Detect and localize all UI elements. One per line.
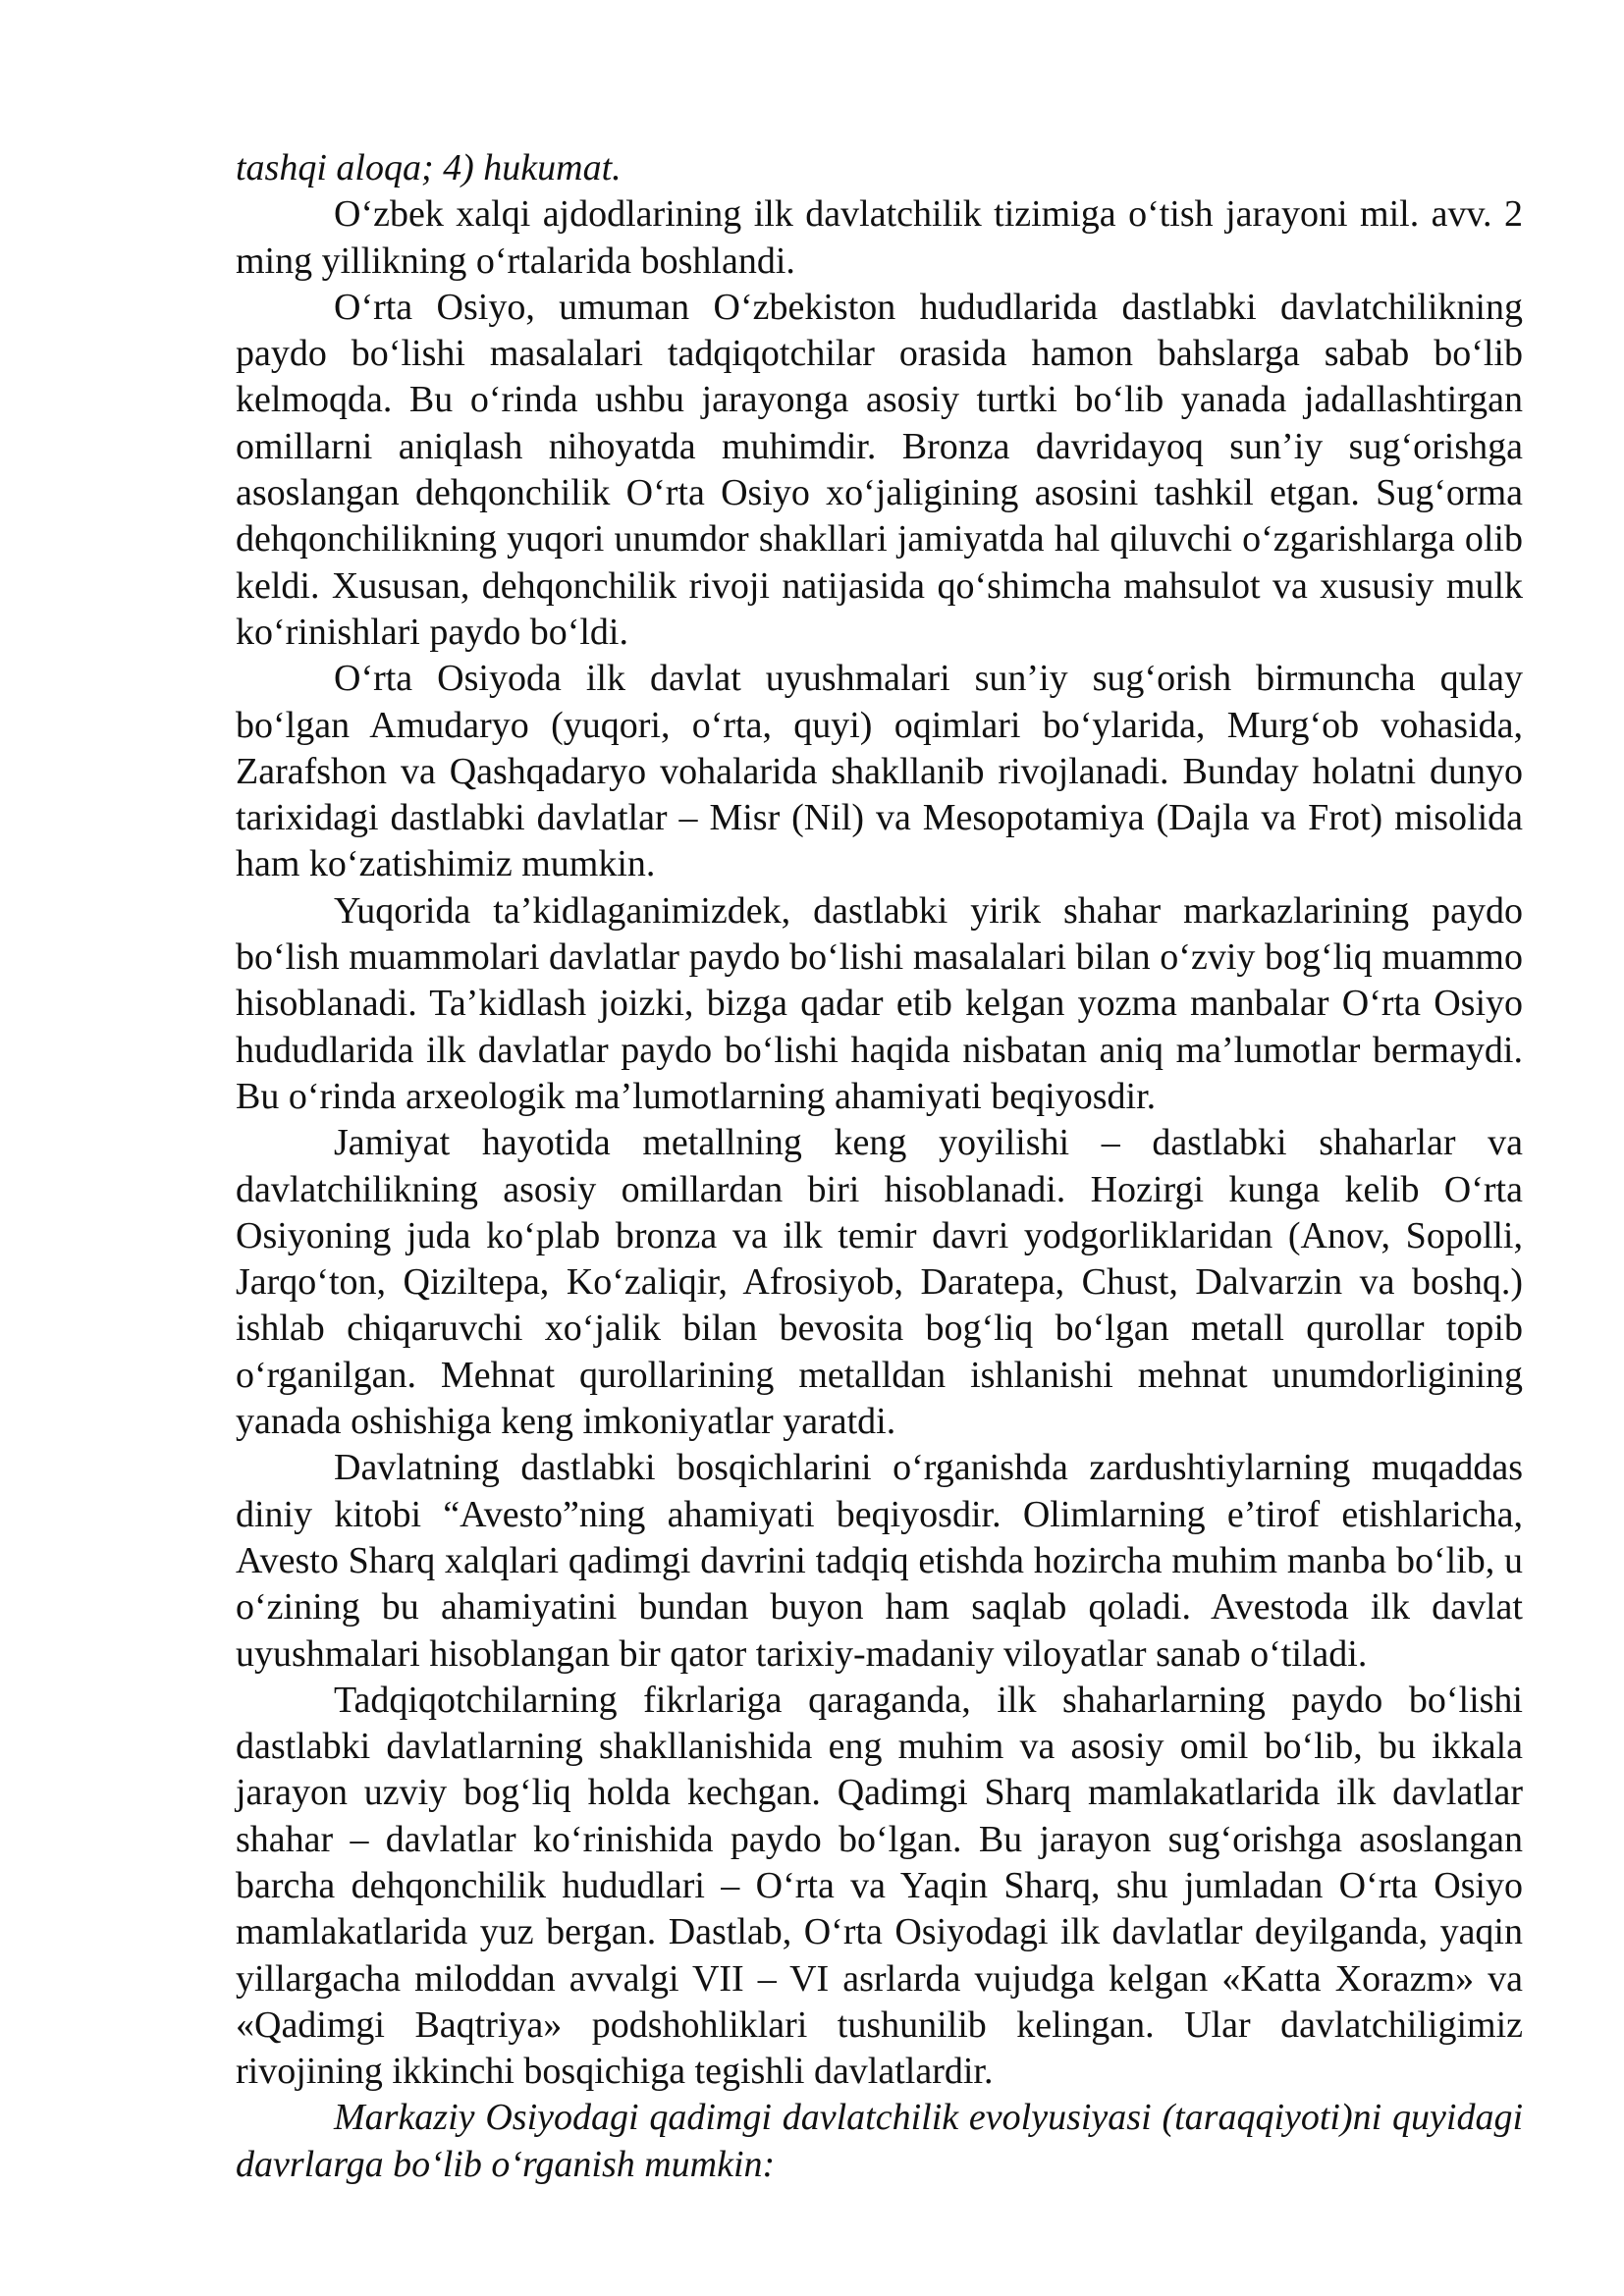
paragraph-avesto: Davlatning dastlabki bosqichlarini o‘rganishda zardushtiylarning muqaddas diniy kitobi “Avesto”ning ahamiyati beqiyosdir. Olimlarning e’tirof etishlaricha, Avesto Sharq xalqlari qadimgi davrini tadqiq etishda hozircha muhim manba bo‘lib, u o‘zining bu ahamiyatini bundan buyon ham saqlab qoladi. Avestoda ilk davlat uyushmalari hisoblangan bir qator tarixiy-madaniy viloyatlar sanab o‘tiladi. [236,1447,1523,1675]
document-page [236,145,1523,2188]
paragraph-list-end: tashqi aloqa; 4) hukumat. [236,147,622,188]
paragraph-early-cities: Tadqiqotchilarning fikrlariga qaraganda, ilk shaharlarning paydo bo‘lishi dastlabki davlatlarning shakllanishida eng muhim va asosiy omil bo‘lib, bu ikkala jarayon uzviy bog‘liq holda kechgan. Qadimgi Sharq mamlakatlarida ilk davlatlar shahar – davlatlar ko‘rinishida paydo bo‘lgan. Bu jarayon sug‘orishga asoslangan barcha dehqonchilik hududlari – O‘rta va Yaqin Sharq, shu jumladan O‘rta Osiyo mamlakatlarida yuz bergan. Dastlab, O‘rta Osiyodagi ilk davlatlar deyilganda, yaqin yillargacha miloddan avvalgi VII – VI asrlarda vujudga kelgan «Katta Xorazm» va «Qadimgi Baqtriya» podshohliklari tushunilib kelingan. Ular davlatchiligimiz rivojining ikkinchi bosqichiga tegishli davlatlardir. [236,1679,1523,2093]
paragraph-statehood-origin: O‘zbek xalqi ajdodlarining ilk davlatchilik tizimiga o‘tish jarayoni mil. avv. 2 ming yillikning o‘rtalarida boshlandi. [236,193,1523,282]
paragraph-central-asia-debate: O‘rta Osiyo, umuman O‘zbekiston hududlarida dastlabki davlatchilikning paydo bo‘lishi masalalari tadqiqotchilar orasida hamon bahslarga sabab bo‘lib kelmoqda. Bu o‘rinda ushbu jarayonga asosiy turtki bo‘lib yanada jadallashtirgan omillarni aniqlash nihoyatda muhimdir. Bronza davridayoq sun’iy sug‘orishga asoslangan dehqonchilik O‘rta Osiyo xo‘jaligining asosini tashkil etgan. Sug‘orma dehqonchilikning yuqori unumdor shakllari jamiyatda hal qiluvchi o‘zgarishlarga olib keldi. Xususan, dehqonchilik rivoji natijasida qo‘shimcha mahsulot va xususiy mulk ko‘rinishlari paydo bo‘ldi. [236,286,1523,653]
paragraph-metal-spread: Jamiyat hayotida metallning keng yoyilishi – dastlabki shaharlar va davlatchilikning asosiy omillardan biri hisoblanadi. Hozirgi kunga kelib O‘rta Osiyoning juda ko‘plab bronza va ilk temir davri yodgorliklaridan (Anov, Sopolli, Jarqo‘ton, Qiziltepa, Ko‘zaliqir, Afrosiyob, Daratepa, Chust, Dalvarzin va boshq.) ishlab chiqaruvchi xo‘jalik bilan bevosita bog‘liq bo‘lgan metall qurollar topib o‘rganilgan. Mehnat qurollarining metalldan ishlanishi mehnat unumdorligining yanada oshishiga keng imkoniyatlar yaratdi. [236,1122,1523,1443]
paragraph-first-state-unions: O‘rta Osiyoda ilk davlat uyushmalari sun’iy sug‘orish birmuncha qulay bo‘lgan Amudaryo (yuqori, o‘rta, quyi) oqimlari bo‘ylarida, Murg‘ob vohasida, Zarafshon va Qashqadaryo vohalarida shakllanib rivojlanadi. Bunday holatni dunyo tarixidagi dastlabki davlatlar – Misr (Nil) va Mesopotamiya (Dajla va Frot) misolida ham ko‘zatishimiz mumkin. [236,658,1523,885]
paragraph-urban-centers: Yuqorida ta’kidlaganimizdek, dastlabki yirik shahar markazlarining paydo bo‘lish muammolari davlatlar paydo bo‘lishi masalalari bilan o‘zviy bog‘liq muammo hisoblanadi. Ta’kidlash joizki, bizga qadar etib kelgan yozma manbalar O‘rta Osiyo hududlarida ilk davlatlar paydo bo‘lishi haqida nisbatan aniq ma’lumotlar bermaydi. Bu o‘rinda arxeologik ma’lumotlarning ahamiyati beqiyosdir. [236,889,1523,1117]
paragraph-evolution-periods: Markaziy Osiyodagi qadimgi davlatchilik evolyusiyasi (taraqqiyoti)ni quyidagi davrlarga bo‘lib o‘rganish mumkin: [236,2097,1523,2185]
